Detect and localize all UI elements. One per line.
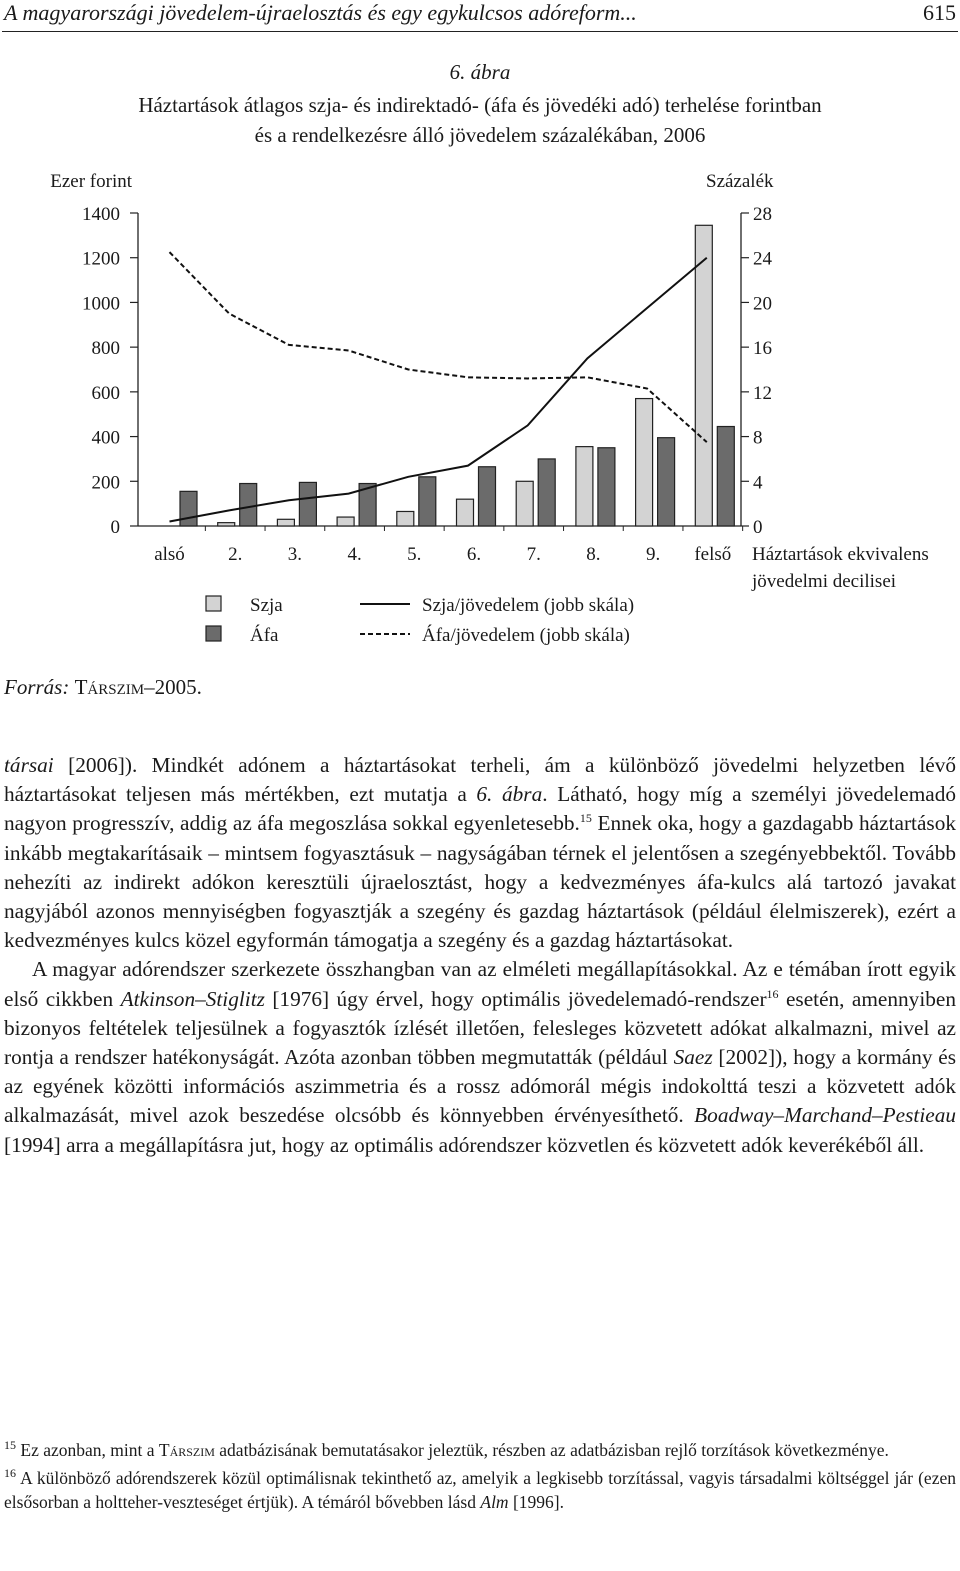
left-tick-label: 1200 xyxy=(82,248,120,270)
legend-label-szja: Szja xyxy=(250,595,283,616)
citation-saez: Saez xyxy=(673,1045,713,1070)
paragraph-2-text-e: [1994] arra a megállapításra jut, hogy az optimális adórendszer közvetlen és közvetett adók keverékéből áll. xyxy=(4,1132,925,1157)
line-afa-jovedelem xyxy=(170,252,707,442)
left-axis-title: Ezer forint xyxy=(50,171,132,192)
bar-szja xyxy=(576,447,593,526)
paragraph-1-text-b: . Látható, hogy míg a személyi jövedelemadó nagyon progresszív, addig az áfa megoszlása sokkal egyenletesebb. xyxy=(4,782,957,836)
source-value: Társzim–2005. xyxy=(74,675,202,699)
body-text xyxy=(4,751,956,1160)
footnote-15-text-b: adatbázisának bemutatásakor jeleztük, részben az adatbázisban rejlő torzítások következménye. xyxy=(214,1440,889,1460)
bar-afa xyxy=(658,438,675,526)
legend-label-szja-jovedelem: Szja/jövedelem (jobb skála) xyxy=(422,595,635,616)
figure-source xyxy=(4,675,202,700)
footnote-16 xyxy=(4,1466,956,1514)
paragraph-2-text-b: [1976] úgy érvel, hogy optimális jövedelemadó-rendszer xyxy=(264,986,767,1011)
right-tick-label: 0 xyxy=(753,517,763,538)
x-tick-label: 9. xyxy=(645,544,661,565)
x-tick-label: 8. xyxy=(586,544,601,565)
footnote-ref-16[interactable]: 16 xyxy=(766,986,779,1001)
left-tick-label: 200 xyxy=(91,472,120,494)
source-label: Forrás: xyxy=(4,675,70,699)
bar-afa xyxy=(598,448,615,526)
footnote-16-number: 16 xyxy=(4,1466,16,1481)
figure-title-line-1: Háztartások átlagos szja- és indirektadó- (áfa és jövedéki adó) terhelése forintban xyxy=(138,93,822,117)
bar-szja xyxy=(457,499,474,526)
footnote-16-text-a: A különböző adórendszerek közül optimálisnak tekinthető az, amelyik a legkisebb torzítással, vagyis társadalmi költséggel jár (ezen elsősorban a holtteher-veszteséget értjük). A témáról bővebben lásd xyxy=(4,1468,956,1513)
bar-szja xyxy=(277,519,294,526)
bar-szja xyxy=(636,399,653,526)
footnote-15-text-a: Ez azonban, mint a xyxy=(16,1440,159,1460)
right-tick-label: 24 xyxy=(753,248,772,270)
page-number: 615 xyxy=(923,0,956,25)
legend-label-afa-jovedelem: Áfa/jövedelem (jobb skála) xyxy=(422,625,630,646)
bar-afa xyxy=(180,491,197,526)
right-axis-title: Százalék xyxy=(706,171,774,192)
x-tick-label: 4. xyxy=(347,544,362,565)
left-tick-label: 0 xyxy=(110,517,120,538)
left-tick-label: 1400 xyxy=(82,204,120,225)
paragraph-1 xyxy=(4,751,956,955)
right-tick-label: 20 xyxy=(753,293,772,315)
citation-boadway: Boadway–Marchand–Pestieau xyxy=(694,1103,956,1128)
running-title: A magyarországi jövedelem-újraelosztás és egy egykulcsos adóreform... xyxy=(4,0,637,25)
left-tick-label: 1000 xyxy=(82,293,120,315)
legend-swatch-afa xyxy=(206,626,221,641)
paragraph-2-text-c: esetén, amennyiben bizonyos feltételek teljesülnek a fogyasztók ízlését illetően, felesleges közvetett adókat alkalmazni, mivel az rontja a rendszer hatékonyságát. Azóta azonban többen megmutatták (például xyxy=(4,986,956,1070)
x-tick-label: alsó xyxy=(154,544,185,565)
bar-szja xyxy=(337,517,354,526)
footnotes xyxy=(4,1438,956,1519)
header-rule xyxy=(2,31,958,32)
bar-afa xyxy=(240,484,257,526)
figure-title-line-2: és a rendelkezésre álló jövedelem százalékában, 2006 xyxy=(254,123,706,147)
right-tick-label: 8 xyxy=(753,427,763,449)
paragraph-2 xyxy=(4,955,956,1159)
legend-swatch-szja xyxy=(206,596,221,611)
bar-afa xyxy=(538,459,555,526)
figure-label: 6. ábra xyxy=(449,60,511,84)
x-tick-label: 7. xyxy=(526,544,541,565)
paragraph-2-text-d: [2002]), hogy a kormány és az egyének közötti információs aszimmetria és a rossz adómorál mégis indokolttá teszi a közvetett adók alkalmazását, mivel azok beszedése olcsóbb és könnyebben érvényesíthető. xyxy=(4,1045,956,1128)
bar-afa xyxy=(479,467,496,526)
x-axis-title-line-1: Háztartások ekvivalens xyxy=(752,544,929,565)
bar-afa xyxy=(299,482,316,526)
legend-label-afa: Áfa xyxy=(250,625,279,646)
citation-atkinson-stiglitz: Atkinson–Stiglitz xyxy=(120,986,265,1011)
figure-title xyxy=(40,90,920,150)
bar-szja xyxy=(516,481,533,526)
bar-szja xyxy=(695,225,712,526)
x-tick-label: felső xyxy=(694,544,732,565)
x-tick-label: 3. xyxy=(287,544,303,565)
x-tick-label: 5. xyxy=(407,544,422,565)
running-header xyxy=(4,0,956,30)
figure-chart xyxy=(0,160,960,660)
bar-afa xyxy=(419,477,436,526)
bar-szja xyxy=(218,523,235,526)
right-tick-label: 16 xyxy=(753,338,772,360)
x-axis-title-line-2: jövedelmi decilisei xyxy=(752,571,897,592)
paragraph-1-text-c: Ennek oka, hogy a gazdagabb háztartások inkább megtakarításaik – mintsem fogyasztásuk – nagyságában térnek el jelentősen a szegényebbektől. Tovább nehezíti az indirekt adókon keresztüli újraelosztást, hogy a kedvezményes áfa-kulcs alá tartozó javakat nagyjából azonos mennyiségben fogyasztják a szegény és gazdag háztartások (például élelmiszerek), ezért a kedvezményes kulcs közel egyformán támogatja a szegény és a gazdag háztartásokat. xyxy=(4,811,956,953)
right-tick-label: 28 xyxy=(753,204,772,225)
footnote-16-text-b: [1996]. xyxy=(508,1492,564,1513)
line-szja-jovedelem xyxy=(170,258,707,522)
footnote-15-number: 15 xyxy=(4,1438,16,1453)
left-tick-label: 400 xyxy=(91,427,120,449)
footnote-15-tarszim: Társzim xyxy=(158,1440,215,1460)
footnote-15 xyxy=(4,1438,956,1462)
right-tick-label: 4 xyxy=(753,472,763,494)
footnote-16-alm: Alm xyxy=(480,1492,509,1513)
footnote-ref-15[interactable]: 15 xyxy=(579,811,592,826)
x-tick-label: 6. xyxy=(466,544,482,565)
left-tick-label: 800 xyxy=(91,338,120,360)
citation-tarsai: társai xyxy=(4,753,54,777)
left-tick-label: 600 xyxy=(91,382,120,404)
figure-reference: 6. ábra xyxy=(476,782,543,807)
bar-afa xyxy=(717,427,734,526)
right-tick-label: 12 xyxy=(753,382,772,404)
x-tick-label: 2. xyxy=(228,544,243,565)
bar-szja xyxy=(397,511,414,526)
paragraph-2-text-a: A magyar adórendszer szerkezete összhangban van az elméleti megállapításokkal. Az e témában írott egyik első cikkben xyxy=(4,957,956,1011)
paragraph-1-text-a: [2006]). Mindkét adónem a háztartásokat terheli, ám a különböző jövedelmi helyzetben lévő háztartásokat teljesen más mértékben, ezt mutatja a xyxy=(4,753,956,807)
